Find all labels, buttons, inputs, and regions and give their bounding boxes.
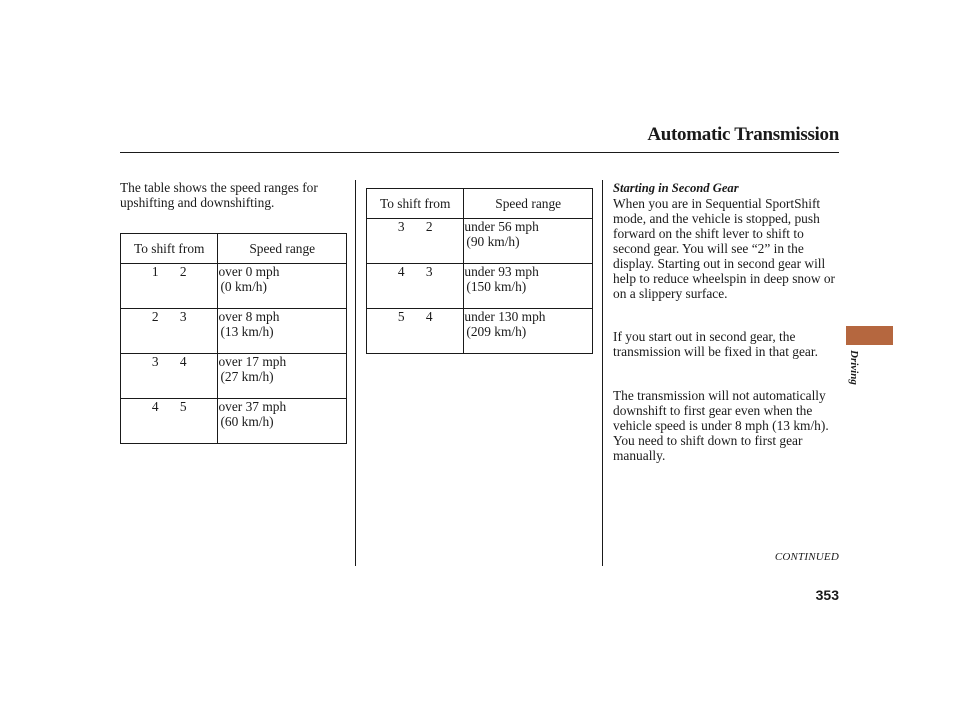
gear-to: 2 [179,264,187,279]
speed-mph: over 17 mph [218,354,287,369]
intro-paragraph: The table shows the speed ranges for upshifting and downshifting. [120,180,318,210]
table-header-row [121,234,347,264]
gear-cell [367,264,464,309]
gear-to: 4 [179,354,187,369]
gear-to: 2 [425,219,433,234]
speed-kmh: (209 km/h) [466,324,527,339]
gear-from: 1 [151,264,159,279]
table-row [367,219,593,264]
gear-cell [367,219,464,264]
speed-cell [464,264,593,309]
speed-kmh: (60 km/h) [220,414,274,429]
gear-to: 3 [425,264,433,279]
table-row [121,399,347,444]
gear-cell [121,264,218,309]
table-row [367,309,593,354]
speed-cell [218,264,347,309]
speed-kmh: (90 km/h) [466,234,520,249]
gear-cell [367,309,464,354]
speed-mph: over 8 mph [218,309,280,324]
speed-cell [218,399,347,444]
gear-cell [121,309,218,354]
speed-kmh: (150 km/h) [466,279,527,294]
header-shift-from: To shift from [121,234,218,264]
speed-mph: under 93 mph [464,264,539,279]
speed-kmh: (27 km/h) [220,369,274,384]
gear-to: 3 [179,309,187,324]
section-subheading: Starting in Second Gear [613,181,739,195]
section-paragraph-2: If you start out in second gear, the transmission will be fixed in that gear. [613,329,818,359]
gear-to: 5 [179,399,187,414]
table-row [121,309,347,354]
page-title: Automatic Transmission [647,124,839,145]
gear-from: 3 [151,354,159,369]
speed-cell [218,309,347,354]
speed-mph: under 56 mph [464,219,539,234]
gear-from: 2 [151,309,159,324]
section-paragraph-3: The transmission will not automatically downshift to first gear even when the vehicle speed is under 8 mph (13 km/h). You need to shift down to first gear manually. [613,388,829,463]
gear-from: 3 [397,219,405,234]
speed-cell [218,354,347,399]
gear-from: 5 [397,309,405,324]
speed-cell [464,309,593,354]
section-paragraph-1: When you are in Sequential SportShift mode, and the vehicle is stopped, push forward on the shift lever to shift to second gear. You will see “2” in the display. Starting out in second gear will help to reduce wheelspin in deep snow or on a slippery surface. [613,196,835,301]
table-header-row [367,189,593,219]
header-speed-range: Speed range [464,189,593,219]
page-number: 353 [815,587,839,603]
speed-mph: over 0 mph [218,264,280,279]
upshift-speed-table [120,233,347,444]
chapter-tab-marker [846,326,893,345]
column-divider-right [602,180,603,566]
title-rule [120,152,839,153]
continued-label: CONTINUED [774,551,839,563]
speed-kmh: (13 km/h) [220,324,274,339]
speed-cell [464,219,593,264]
speed-mph: under 130 mph [464,309,546,324]
gear-cell [121,354,218,399]
gear-from: 4 [397,264,405,279]
header-speed-range: Speed range [218,234,347,264]
table-row [121,264,347,309]
speed-mph: over 37 mph [218,399,287,414]
downshift-speed-table [366,188,593,354]
chapter-tab-label: Driving [848,350,860,385]
table-row [121,354,347,399]
table-row [367,264,593,309]
gear-cell [121,399,218,444]
gear-to: 4 [425,309,433,324]
gear-from: 4 [151,399,159,414]
column-divider-left [355,180,356,566]
header-shift-from: To shift from [367,189,464,219]
speed-kmh: (0 km/h) [220,279,267,294]
